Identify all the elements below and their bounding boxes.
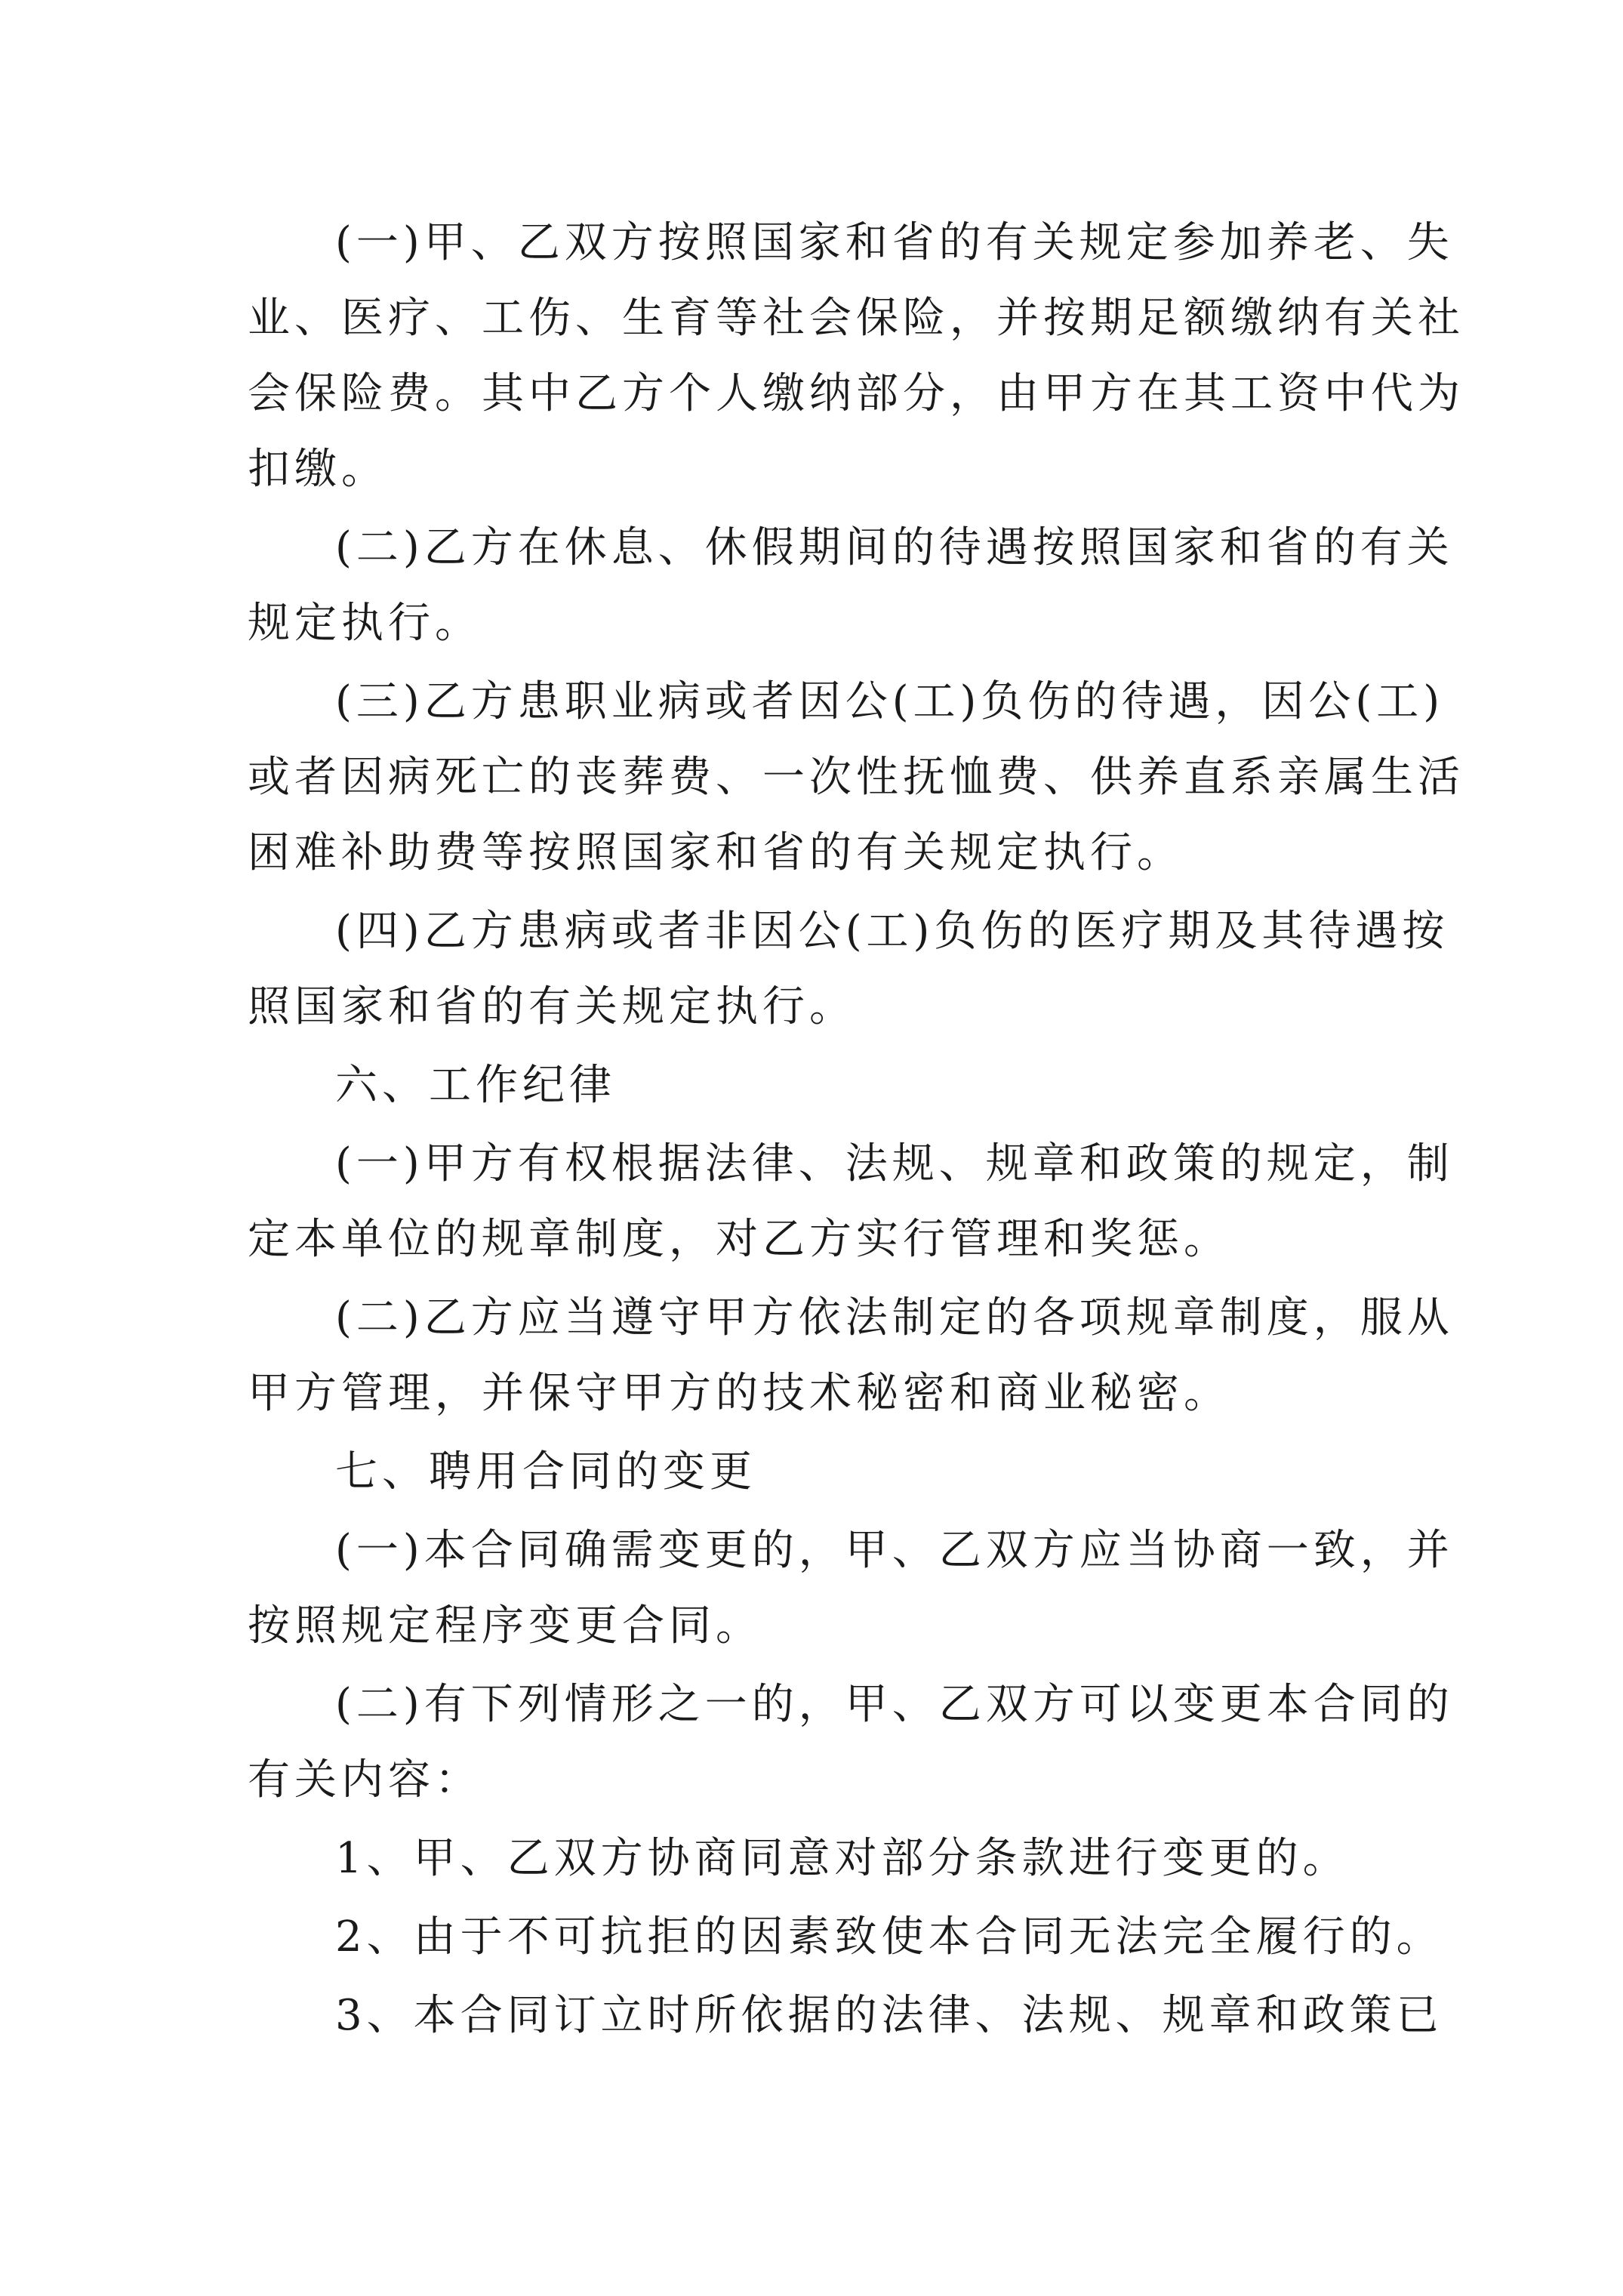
- paragraph-line: 有关内容：: [248, 1755, 482, 1804]
- paragraph-line: (一)甲方有权根据法律、法规、规章和政策的规定，制: [335, 1139, 1454, 1188]
- section-heading: 六、工作纪律: [335, 1061, 616, 1110]
- paragraph-line: 扣缴。: [248, 445, 388, 494]
- paragraph-line: (二)有下列情形之一的，甲、乙双方可以变更本合同的: [335, 1680, 1454, 1729]
- paragraph-line: 照国家和省的有关规定执行。: [248, 982, 856, 1031]
- section-heading: 七、聘用合同的变更: [335, 1447, 756, 1496]
- paragraph-line: (三)乙方患职业病或者因公(工)负伤的待遇，因公(工): [335, 677, 1445, 726]
- paragraph-line: (二)乙方在休息、休假期间的待遇按照国家和省的有关: [335, 523, 1454, 572]
- paragraph-line: 业、医疗、工伤、生育等社会保险，并按期足额缴纳有关社: [248, 294, 1464, 343]
- paragraph-line: 或者因病死亡的丧葬费、一次性抚恤费、供养直系亲属生活: [248, 753, 1464, 802]
- paragraph-line: (一)甲、乙双方按照国家和省的有关规定参加养老、失: [335, 218, 1454, 267]
- paragraph-line: 定本单位的规章制度，对乙方实行管理和奖惩。: [248, 1215, 1230, 1264]
- paragraph-line: 困难补助费等按照国家和省的有关规定执行。: [248, 828, 1184, 877]
- paragraph-line: (二)乙方应当遵守甲方依法制定的各项规章制度，服从: [335, 1293, 1454, 1342]
- paragraph-line: 按照规定程序变更合同。: [248, 1601, 762, 1650]
- paragraph-line: (一)本合同确需变更的，甲、乙双方应当协商一致，并: [335, 1526, 1454, 1575]
- list-item: 2、由于不可抗拒的因素致使本合同无法完全履行的。: [335, 1912, 1443, 1962]
- paragraph-line: 甲方管理，并保守甲方的技术秘密和商业秘密。: [248, 1369, 1230, 1418]
- paragraph-line: (四)乙方患病或者非因公(工)负伤的医疗期及其待遇按: [335, 907, 1449, 956]
- list-item: 1、甲、乙双方协商同意对部分条款进行变更的。: [335, 1834, 1350, 1883]
- list-item: 3、本合同订立时所依据的法律、法规、规章和政策已: [335, 1991, 1443, 2040]
- paragraph-line: 会保险费。其中乙方个人缴纳部分，由甲方在其工资中代为: [248, 369, 1464, 418]
- paragraph-line: 规定执行。: [248, 599, 482, 648]
